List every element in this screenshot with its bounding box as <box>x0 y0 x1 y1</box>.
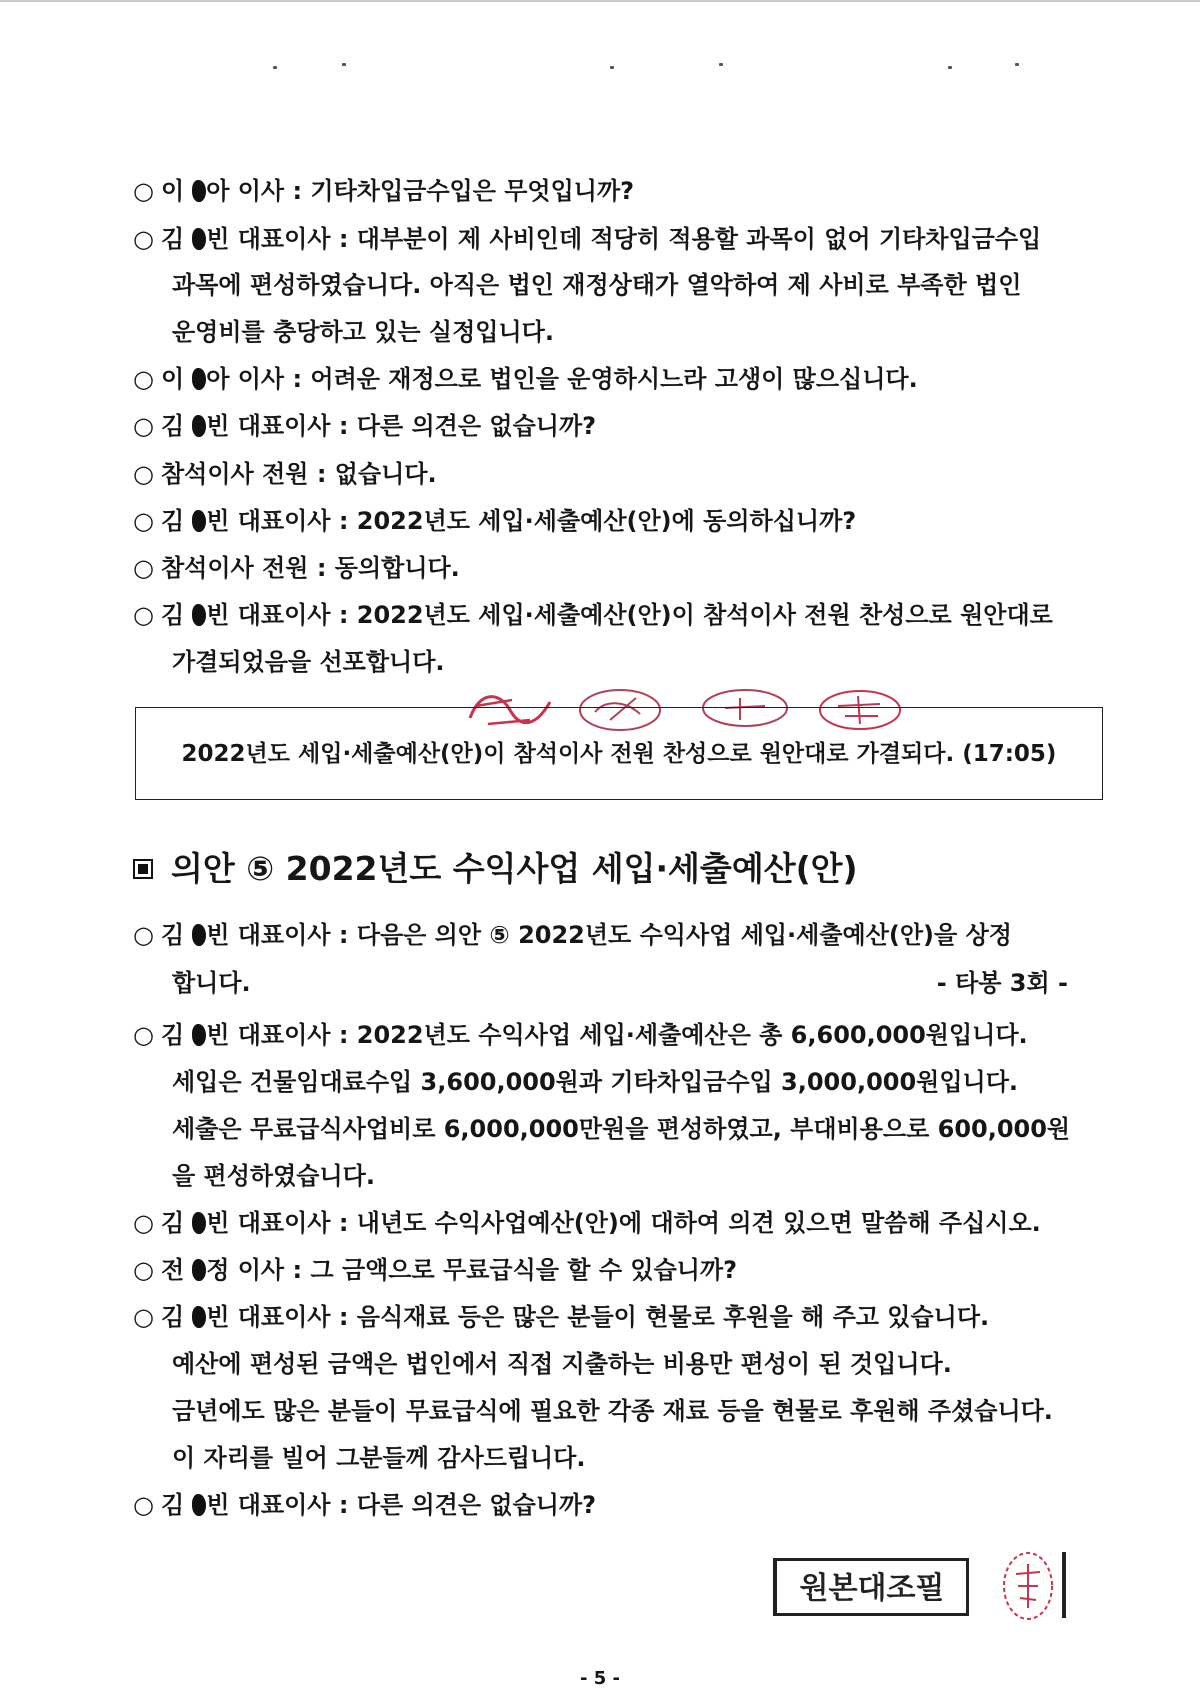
speech-line <box>133 222 1041 256</box>
speech-text: 빈 대표이사 : 다른 의견은 없습니까? <box>206 412 597 440</box>
speaker-surname: 김 <box>161 601 185 629</box>
bullet-circle: ○ <box>133 177 154 205</box>
bullet-circle: ○ <box>133 412 154 440</box>
continuation-line: 과목에 편성하였습니다. 아직은 법인 재정상태가 열악하여 제 사비로 부족한 법인 <box>172 271 1022 299</box>
gavel-note: - 타봉 3회 - <box>936 969 1068 997</box>
redaction-mark <box>192 180 206 202</box>
redaction-mark <box>192 510 206 532</box>
bullet-circle: ○ <box>133 225 154 253</box>
speech-text: 빈 대표이사 : 음식재료 등은 많은 분들이 현물로 후원을 해 주고 있습니다. <box>206 1303 990 1331</box>
speech-line <box>133 409 596 443</box>
speech-line <box>133 1206 1041 1240</box>
original-copy-stamp-lettering <box>782 1565 962 1609</box>
speech-text: 빈 대표이사 : 다음은 의안 ⑤ 2022년도 수익사업 세입·세출예산(안)을 상정 <box>206 921 1012 949</box>
speaker-surname: 이 <box>161 177 185 205</box>
speech-text: 빈 대표이사 : 2022년도 수익사업 세입·세출예산은 총 6,600,000원입니다. <box>206 1021 1028 1049</box>
redaction-mark <box>192 924 206 946</box>
continuation-line: 을 편성하였습니다. <box>172 1162 375 1190</box>
continuation-line: 합니다. <box>172 969 251 997</box>
scan-speck <box>273 66 277 69</box>
bullet-circle: ○ <box>133 601 154 629</box>
speech-text: 빈 대표이사 : 2022년도 세입·세출예산(안)이 참석이사 전원 찬성으로 원안대로 <box>206 601 1053 629</box>
speech-text: 빈 대표이사 : 내년도 수익사업예산(안)에 대하여 의견 있으면 말씀해 주십시오. <box>206 1209 1041 1237</box>
stamp-edge-mark <box>1062 1552 1066 1618</box>
speaker-surname: 김 <box>161 921 185 949</box>
bullet-circle: ○ <box>133 365 154 393</box>
scan-edge-line <box>0 0 1200 2</box>
bullet-circle: ○ <box>133 921 154 949</box>
speech-text: 아 이사 : 기타차입금수입은 무엇입니까? <box>206 177 635 205</box>
bullet-circle: ○ <box>133 1256 154 1284</box>
svg-text:원본대조필: 원본대조필 <box>799 1571 944 1606</box>
speaker-surname: 김 <box>161 225 185 253</box>
redaction-mark <box>192 415 206 437</box>
speech-line <box>133 1300 989 1334</box>
redaction-mark <box>192 1212 206 1234</box>
speech-line <box>133 1253 737 1287</box>
redaction-mark <box>192 228 206 250</box>
bullet-circle: ○ <box>133 1021 154 1049</box>
speaker-surname: 김 <box>161 1209 185 1237</box>
scan-speck <box>610 66 614 69</box>
bullet-circle: ○ <box>133 1491 154 1519</box>
speech-text: 참석이사 전원 : 동의합니다. <box>161 554 460 582</box>
speaker-surname: 김 <box>161 1021 185 1049</box>
speech-text: 빈 대표이사 : 다른 의견은 없습니까? <box>206 1491 597 1519</box>
speaker-surname: 김 <box>161 1491 185 1519</box>
speech-text: 빈 대표이사 : 2022년도 세입·세출예산(안)에 동의하십니까? <box>206 507 857 535</box>
continuation-line: 운영비를 충당하고 있는 실정입니다. <box>172 318 554 346</box>
redaction-mark <box>192 1306 206 1328</box>
bullet-circle: ○ <box>133 554 154 582</box>
redaction-mark <box>192 604 206 626</box>
speech-line <box>133 551 460 585</box>
speaker-surname: 전 <box>161 1256 185 1284</box>
speaker-surname: 이 <box>161 365 185 393</box>
page-number: - 5 - <box>580 1668 620 1689</box>
speech-line <box>133 1018 1028 1052</box>
original-copy-stamp <box>773 1558 969 1616</box>
agenda-heading <box>133 846 858 892</box>
scan-speck <box>719 63 723 66</box>
redaction-mark <box>192 1494 206 1516</box>
speaker-surname: 김 <box>161 412 185 440</box>
speech-text: 아 이사 : 어려운 재정으로 법인을 운영하시느라 고생이 많으십니다. <box>206 365 918 393</box>
redaction-mark <box>192 1259 206 1281</box>
speech-line <box>133 174 634 208</box>
bullet-circle: ○ <box>133 507 154 535</box>
bullet-circle: ○ <box>133 1209 154 1237</box>
speech-line <box>133 457 437 491</box>
continuation-line: 금년에도 많은 분들이 무료급식에 필요한 각종 재료 등을 현물로 후원해 주셨습니다. <box>172 1397 1053 1425</box>
square-bullet-icon <box>133 859 153 879</box>
scan-speck <box>948 66 952 69</box>
speech-line <box>133 918 1012 952</box>
continuation-line: 이 자리를 빌어 그분들께 감사드립니다. <box>172 1444 586 1472</box>
continuation-line: 예산에 편성된 금액은 법인에서 직접 지출하는 비용만 편성이 된 것입니다. <box>172 1350 952 1378</box>
redaction-mark <box>192 368 206 390</box>
speech-text: 정 이사 : 그 금액으로 무료급식을 할 수 있습니까? <box>206 1256 738 1284</box>
bullet-circle: ○ <box>133 1303 154 1331</box>
redaction-mark <box>192 1024 206 1046</box>
bullet-circle: ○ <box>133 460 154 488</box>
continuation-line: 세입은 건물임대료수입 3,600,000원과 기타차입금수입 3,000,000원입니다. <box>172 1068 1019 1096</box>
speech-text: 빈 대표이사 : 대부분이 제 사비인데 적당히 적용할 과목이 없어 기타차입금수입 <box>206 225 1042 253</box>
red-seal-stamp <box>998 1548 1062 1624</box>
continuation-line: 가결되었음을 선포합니다. <box>172 648 445 676</box>
resolution-box <box>135 707 1103 800</box>
scan-speck <box>342 63 346 66</box>
speech-line <box>133 598 1053 632</box>
resolution-text: 2022년도 세입·세출예산(안)이 참석이사 전원 찬성으로 원안대로 가결되다. (17:05) <box>181 741 1057 767</box>
speech-text: 참석이사 전원 : 없습니다. <box>161 460 437 488</box>
continuation-line: 세출은 무료급식사업비로 6,000,000만원을 편성하였고, 부대비용으로 600,000원 <box>172 1115 1071 1143</box>
speaker-surname: 김 <box>161 1303 185 1331</box>
scan-speck <box>1015 63 1019 66</box>
agenda-heading-text: 의안 ⑤ 2022년도 수익사업 세입·세출예산(안) <box>171 849 858 888</box>
speech-line <box>133 1488 596 1522</box>
speech-line <box>133 362 918 396</box>
speech-line <box>133 504 856 538</box>
speaker-surname: 김 <box>161 507 185 535</box>
